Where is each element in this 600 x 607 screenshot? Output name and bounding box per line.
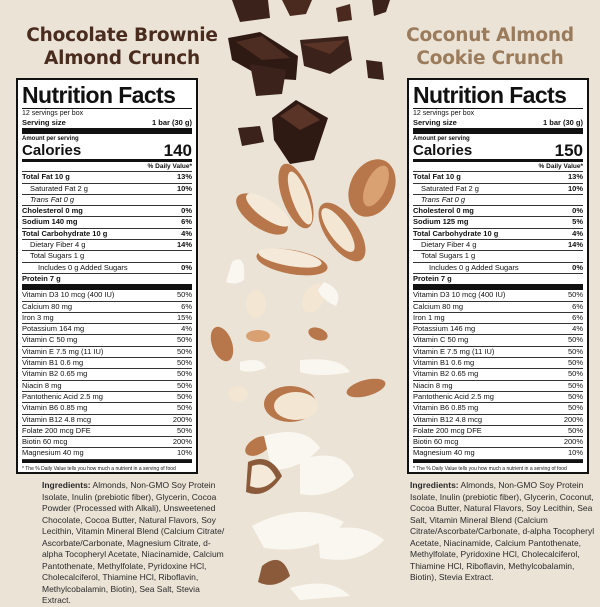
vitamin-value: 50%: [176, 290, 192, 300]
vitamin-value: 200%: [172, 414, 192, 424]
nutrient-label: Saturated Fat 2 g: [421, 183, 479, 193]
almond-icon: [206, 152, 404, 460]
vitamin-value: 50%: [176, 380, 192, 390]
vitamin-value: 4%: [181, 324, 192, 334]
title-line: Chocolate Brownie: [26, 25, 218, 46]
nutrient-label: Includes 0 g Added Sugars: [429, 262, 519, 272]
vitamin-label: Vitamin B6 0.85 mg: [413, 403, 479, 413]
nutrient-row: [413, 251, 583, 262]
vitamin-row: [22, 358, 192, 369]
vitamin-row: [413, 313, 583, 324]
calories-label: Calories: [22, 142, 82, 160]
vitamin-value: 50%: [567, 425, 583, 435]
vitamin-label: Biotin 60 mcg: [413, 437, 459, 447]
vitamin-row: [22, 324, 192, 335]
nutrient-value: 13%: [176, 172, 192, 182]
vitamin-label: Folate 200 mcg DFE: [22, 425, 91, 435]
vitamin-label: Vitamin C 50 mg: [22, 335, 78, 345]
vitamin-value: 50%: [567, 290, 583, 300]
vitamin-row: [413, 415, 583, 426]
nutrient-row: [413, 240, 583, 251]
nutrient-value: 14%: [567, 240, 583, 250]
nutrient-label: Sodium 125 mg: [413, 217, 469, 227]
nutrient-row: [22, 206, 192, 217]
daily-value-header: % Daily Value*: [22, 162, 192, 172]
vitamin-row: [413, 448, 583, 459]
nutrient-row: [413, 229, 583, 240]
vitamin-value: 200%: [563, 437, 583, 447]
vitamin-label: Vitamin D3 10 mcg (400 IU): [413, 290, 506, 300]
nutrient-row: [22, 251, 192, 262]
vitamin-value: 50%: [176, 391, 192, 401]
nutrient-value: 13%: [567, 172, 583, 182]
vitamin-row: [413, 324, 583, 335]
title-line: Almond Crunch: [43, 48, 201, 69]
nutrient-label: Total Sugars 1 g: [421, 251, 476, 261]
nutrient-row: [413, 206, 583, 217]
vitamin-value: 50%: [567, 391, 583, 401]
chocolate-chunk-icon: [228, 0, 390, 164]
vitamin-value: 50%: [567, 403, 583, 413]
vitamin-label: Pantothenic Acid 2.5 mg: [22, 391, 103, 401]
nutrient-row: [413, 184, 583, 195]
vitamin-row: [413, 403, 583, 414]
servings-per-box: 12 servings per box: [413, 110, 475, 117]
vitamin-label: Calcium 80 mg: [413, 301, 464, 311]
vitamin-value: 50%: [176, 346, 192, 356]
vitamin-row: [22, 426, 192, 437]
vitamin-label: Vitamin B12 4.8 mcg: [22, 414, 92, 424]
nutrient-label: Dietary Fiber 4 g: [30, 240, 86, 250]
ingredients-chocolate: [42, 480, 228, 607]
vitamin-value: 50%: [567, 335, 583, 345]
serving-size-row: [22, 118, 192, 134]
vitamin-row: [413, 437, 583, 448]
vitamin-row: [413, 335, 583, 346]
nutrient-value: 0%: [181, 262, 192, 272]
nutrient-label: Saturated Fat 2 g: [30, 183, 88, 193]
vitamin-label: Potassium 146 mg: [413, 324, 476, 334]
vitamin-label: Magnesium 40 mg: [22, 448, 84, 458]
nutrient-label: Total Fat 10 g: [22, 172, 70, 182]
daily-value-footnote: * The % Daily Value tells you how much a nutrient in a serving of food: [413, 460, 583, 474]
nutrient-label: Total Sugars 1 g: [30, 251, 85, 261]
nutrient-value: 6%: [181, 217, 192, 227]
nutrient-label: Protein 7 g: [22, 273, 61, 283]
nutrient-label: Cholesterol 0 mg: [413, 206, 474, 216]
nutrient-value: 0%: [181, 206, 192, 216]
nutrient-row: [413, 195, 583, 206]
nutrient-row: [22, 172, 192, 183]
nutrient-label: Cholesterol 0 mg: [22, 206, 83, 216]
vitamin-label: Iron 3 mg: [22, 312, 54, 322]
vitamin-value: 50%: [176, 335, 192, 345]
vitamin-row: [22, 448, 192, 459]
vitamin-label: Biotin 60 mcg: [22, 437, 68, 447]
nutrient-row: [22, 240, 192, 251]
vitamin-row: [413, 426, 583, 437]
ingredients-label: Ingredients:: [410, 480, 459, 490]
vitamin-label: Vitamin C 50 mg: [413, 335, 469, 345]
nutrient-value: 5%: [572, 217, 583, 227]
ingredients-coconut: [410, 480, 596, 584]
ingredients-label: Ingredients:: [42, 480, 91, 490]
vitamin-value: 50%: [176, 369, 192, 379]
nutrient-value: 10%: [176, 183, 192, 193]
vitamin-value: 50%: [176, 403, 192, 413]
nutrient-row: [413, 217, 583, 228]
ingredients-text: Almonds, Non-GMO Soy Protein Isolate, Inulin (prebiotic fiber), Glycerin, Coconut, Cocoa Butter, Natural Flavors, Soy Lecithin, Sea Salt, Vitamin Mineral Blend (Calcium Citrate/Ascorbate/Carbonate, d-alpha Tocopheryl Acetate, Niacinamide, Calcium Pantothenate, Methylfolate, Pyridoxine HCl, Cholecalciferol, Thiamine HCl, Riboflavin, Methylcobalamin, Biotin), Stevia Extract.: [410, 480, 595, 582]
vitamin-value: 50%: [567, 380, 583, 390]
nutrient-label: Trans Fat 0 g: [30, 194, 75, 204]
vitamin-label: Niacin 8 mg: [413, 380, 453, 390]
vitamin-value: 200%: [172, 437, 192, 447]
ingredients-text: Almonds, Non-GMO Soy Protein Isolate, Inulin (prebiotic fiber), Glycerin, Cocoa Powder (Processed with Alkali), Unsweetened Chocolate, Cocoa Butter, Natural Flavors, Soy Lecithin, Vitamin Mineral Blend (Calcium Citrate/ Ascorbate/Carbonate, Magnesium Citrate, d-alpha Tocopheryl Acetate, Niacinamide, Calcium Pantothenate, Methylfolate, Pyridoxine HCl, Cholecalciferol, Thiamine HCl, Riboflavin, Methylcobalamin, Biotin), Sea Salt, Stevia Extract.: [42, 480, 225, 605]
vitamin-row: [22, 403, 192, 414]
vitamin-value: 6%: [572, 312, 583, 322]
vitamin-label: Vitamin D3 10 mcg (400 IU): [22, 290, 115, 300]
vitamin-row: [413, 369, 583, 380]
serving-size-value: 1 bar (30 g): [542, 118, 583, 127]
vitamin-label: Vitamin E 7.5 mg (11 IU): [413, 346, 495, 356]
vitamin-row: [22, 290, 192, 301]
vitamin-label: Iron 1 mg: [413, 312, 445, 322]
daily-value-footnote: * The % Daily Value tells you how much a nutrient in a serving of food: [22, 460, 192, 474]
vitamin-value: 50%: [176, 425, 192, 435]
serving-size-row: [413, 118, 583, 134]
nutrient-value: 4%: [181, 228, 192, 238]
vitamin-label: Vitamin E 7.5 mg (11 IU): [22, 346, 104, 356]
vitamin-row: [413, 381, 583, 392]
serving-size-label: Serving size: [22, 118, 66, 127]
nutrient-value: 14%: [176, 240, 192, 250]
vitamin-label: Niacin 8 mg: [22, 380, 62, 390]
calories-value: 150: [554, 141, 583, 161]
vitamin-value: 200%: [563, 414, 583, 424]
vitamin-row: [22, 335, 192, 346]
nutrient-row: [22, 184, 192, 195]
serving-size-label: Serving size: [413, 118, 457, 127]
vitamin-row: [413, 392, 583, 403]
vitamin-row: [22, 392, 192, 403]
nutrient-row: [22, 217, 192, 228]
nutrient-label: Total Carbohydrate 10 g: [413, 228, 499, 238]
vitamin-row: [22, 381, 192, 392]
nutrition-facts-heading: Nutrition Facts: [413, 83, 583, 109]
vitamin-label: Folate 200 mcg DFE: [413, 425, 482, 435]
vitamin-label: Vitamin B2 0.65 mg: [22, 369, 88, 379]
title-line: Cookie Crunch: [416, 48, 564, 69]
nutrient-row: [413, 263, 583, 274]
amount-per-serving: Amount per serving: [22, 136, 79, 143]
nutrient-label: Protein 7 g: [413, 273, 452, 283]
servings-per-box: 12 servings per box: [22, 110, 84, 117]
amount-per-serving: Amount per serving: [413, 136, 470, 143]
vitamin-label: Calcium 80 mg: [22, 301, 73, 311]
nutrition-facts-panel-chocolate: [16, 78, 198, 474]
nutrient-label: Total Fat 10 g: [413, 172, 461, 182]
vitamin-value: 6%: [181, 301, 192, 311]
nutrient-value: 0%: [572, 262, 583, 272]
vitamin-label: Vitamin B1 0.6 mg: [22, 358, 84, 368]
calories-label: Calories: [413, 142, 473, 160]
vitamin-label: Vitamin B6 0.85 mg: [22, 403, 88, 413]
vitamin-row: [413, 358, 583, 369]
serving-size-value: 1 bar (30 g): [151, 118, 192, 127]
vitamin-label: Vitamin B2 0.65 mg: [413, 369, 479, 379]
vitamin-value: 50%: [176, 358, 192, 368]
nutrition-facts-panel-coconut: [407, 78, 589, 474]
vitamin-value: 50%: [567, 346, 583, 356]
vitamin-value: 10%: [176, 448, 192, 458]
nutrient-label: Trans Fat 0 g: [421, 194, 466, 204]
vitamin-label: Vitamin B12 4.8 mcg: [413, 414, 483, 424]
vitamin-label: Magnesium 40 mg: [413, 448, 475, 458]
vitamin-row: [413, 302, 583, 313]
calories-row: [413, 143, 583, 162]
vitamin-value: 50%: [567, 369, 583, 379]
nutrient-label: Sodium 140 mg: [22, 217, 78, 227]
vitamin-row: [22, 437, 192, 448]
vitamin-row: [22, 369, 192, 380]
vitamin-label: Vitamin B1 0.6 mg: [413, 358, 475, 368]
nutrient-row: [413, 172, 583, 183]
nutrient-row: [22, 274, 192, 290]
vitamin-row: [22, 313, 192, 324]
nutrient-label: Includes 0 g Added Sugars: [38, 262, 128, 272]
nutrient-row: [22, 229, 192, 240]
vitamin-row: [22, 415, 192, 426]
nutrition-facts-heading: Nutrition Facts: [22, 83, 192, 109]
vitamin-value: 10%: [567, 448, 583, 458]
vitamin-value: 50%: [567, 358, 583, 368]
vitamin-row: [22, 347, 192, 358]
nutrient-label: Dietary Fiber 4 g: [421, 240, 477, 250]
title-line: Coconut Almond: [406, 25, 574, 46]
vitamin-value: 4%: [572, 324, 583, 334]
vitamin-label: Potassium 164 mg: [22, 324, 85, 334]
calories-row: [22, 143, 192, 162]
vitamin-row: [413, 347, 583, 358]
nutrient-value: 0%: [572, 206, 583, 216]
vitamin-value: 6%: [572, 301, 583, 311]
nutrient-value: 4%: [572, 228, 583, 238]
daily-value-header: % Daily Value*: [413, 162, 583, 172]
vitamin-label: Pantothenic Acid 2.5 mg: [413, 391, 494, 401]
nutrient-label: Total Carbohydrate 10 g: [22, 228, 108, 238]
nutrient-value: 10%: [567, 183, 583, 193]
vitamin-row: [413, 290, 583, 301]
nutrient-row: [22, 195, 192, 206]
vitamin-row: [22, 302, 192, 313]
nutrient-row: [22, 263, 192, 274]
nutrient-row: [413, 274, 583, 290]
calories-value: 140: [163, 141, 192, 161]
vitamin-value: 15%: [176, 312, 192, 322]
